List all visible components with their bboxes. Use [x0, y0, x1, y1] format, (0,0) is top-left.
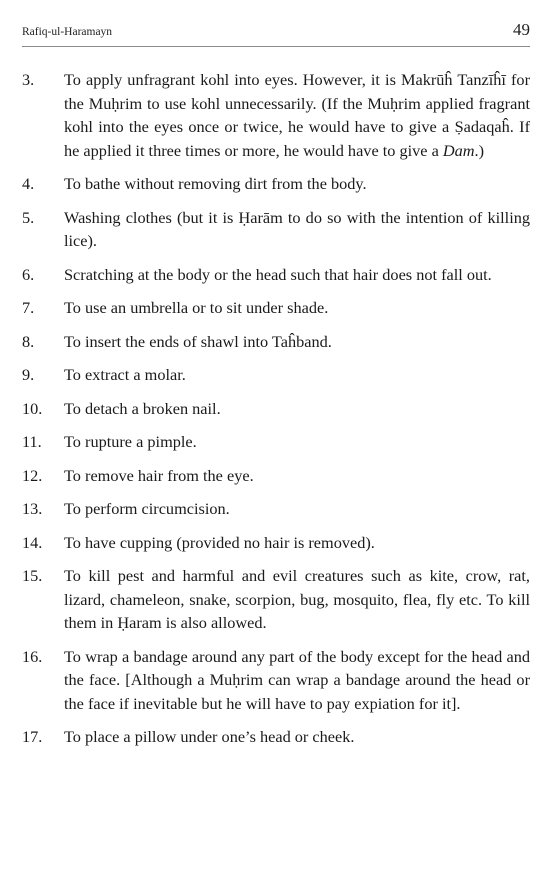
list-item [22, 397, 530, 421]
text-run: To wrap a bandage around any part of the body except for the head and the face. [Although a Muḥrim can wrap a bandage around the head or the face if inevitable but he will have to pay expiation for it]. [64, 646, 530, 713]
text-run: Scratching at the body or the head such that hair does not fall out. [64, 264, 492, 284]
text-run: To detach a broken nail. [64, 398, 221, 418]
running-title: Rafiq-ul-Haramayn [22, 26, 113, 38]
italic-term: Dam [442, 140, 475, 160]
item-number: 15. [22, 566, 43, 585]
item-number: 8. [22, 331, 35, 351]
list-item [22, 296, 530, 320]
text-run: Washing clothes (but it is Ḥarām to do so with the intention of killing lice). [64, 207, 530, 250]
item-number: 6. [22, 264, 35, 284]
item-number: 16. [22, 646, 43, 666]
list-item [22, 172, 530, 196]
text-run: To place a pillow under one’s head or cheek. [64, 727, 355, 746]
page-header [22, 20, 530, 47]
list-item [22, 464, 530, 488]
item-text [64, 397, 530, 421]
text-run: To apply unfragrant kohl into eyes. However, it is Makrūĥ Tanzīĥī for the Muḥrim to use kohl unnecessarily. (If the Muḥrim applied fragrant kohl into the eyes once or twice, he would have to give a Ṣadaqaĥ. If he applied it three times or more, he would have to give a [64, 70, 530, 160]
text-run: To remove hair from the eye. [64, 465, 254, 485]
item-number: 9. [22, 365, 35, 384]
text-run: To perform circumcision. [64, 499, 230, 518]
item-number: 17. [22, 727, 43, 746]
page-number: 49 [513, 20, 530, 39]
item-number: 12. [22, 465, 43, 485]
text-run: To rupture a pimple. [64, 432, 197, 451]
item-text [64, 430, 530, 454]
item-text [64, 725, 530, 749]
list-item [22, 531, 530, 555]
item-text [64, 363, 530, 387]
item-number: 4. [22, 174, 35, 193]
item-text [64, 68, 530, 162]
list-item [22, 68, 530, 162]
item-text [64, 296, 530, 320]
item-number: 3. [22, 70, 35, 89]
item-number: 13. [22, 499, 43, 518]
item-number: 7. [22, 298, 35, 317]
text-run: .) [474, 140, 485, 160]
text-run: To kill pest and harmful and evil creatures such as kite, crow, rat, lizard, chameleon, snake, scorpion, bug, mosquito, flea, fly etc. To kill them in Ḥaram is also allowed. [64, 566, 530, 632]
item-text [64, 531, 530, 555]
list-item [22, 363, 530, 387]
item-number: 11. [22, 432, 42, 451]
text-run: To have cupping (provided no hair is removed). [64, 532, 375, 552]
item-text [64, 172, 530, 196]
text-run: To insert the ends of shawl into Taĥband. [64, 331, 332, 351]
item-text [64, 645, 530, 716]
item-number: 5. [22, 207, 35, 227]
item-text [64, 330, 530, 354]
item-number: 14. [22, 532, 43, 552]
item-text [64, 497, 530, 521]
list-item [22, 430, 530, 454]
item-text [64, 464, 530, 488]
list-item [22, 263, 530, 287]
list-item [22, 564, 530, 635]
list-item [22, 497, 530, 521]
list-item [22, 206, 530, 253]
item-text [64, 263, 530, 287]
numbered-list [22, 68, 530, 759]
item-text [64, 564, 530, 635]
list-item [22, 645, 530, 716]
text-run: To extract a molar. [64, 365, 186, 384]
item-number: 10. [22, 398, 43, 418]
text-run: To use an umbrella or to sit under shade. [64, 298, 329, 317]
list-item [22, 725, 530, 749]
list-item [22, 330, 530, 354]
item-text [64, 206, 530, 253]
text-run: To bathe without removing dirt from the body. [64, 174, 367, 193]
